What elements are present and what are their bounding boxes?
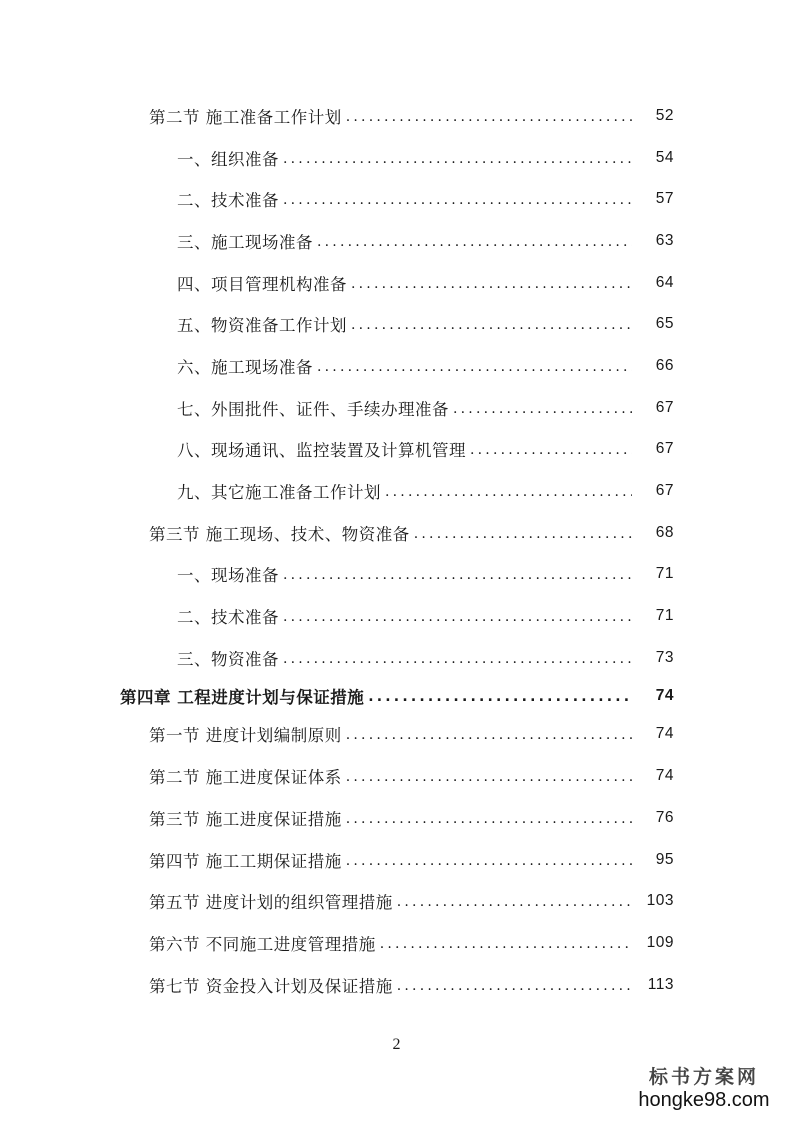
dot-leader xyxy=(346,109,632,125)
toc-entry-title: 第四章 工程进度计划与保证措施 xyxy=(120,688,365,708)
toc-entry-section[interactable] xyxy=(0,797,793,839)
toc-entry-title: 第三节 施工现场、技术、物资准备 xyxy=(149,524,410,544)
toc-entry-sub[interactable] xyxy=(0,387,793,429)
toc-entry-section[interactable] xyxy=(0,512,793,554)
toc-entry-page: 67 xyxy=(655,482,674,500)
toc-entry-page: 113 xyxy=(647,975,674,993)
toc-entry-page: 74 xyxy=(655,725,674,743)
toc-entry-sub[interactable] xyxy=(0,554,793,596)
dot-leader xyxy=(346,769,632,785)
toc-entry-title: 第一节 进度计划编制原则 xyxy=(149,726,342,746)
toc-entry-sub[interactable] xyxy=(0,220,793,262)
toc-entry-sub[interactable] xyxy=(0,303,793,345)
dot-leader xyxy=(414,526,632,542)
toc-entry-sub[interactable] xyxy=(0,470,793,512)
toc-entry-title: 三、施工现场准备 xyxy=(177,232,313,252)
toc-entry-page: 109 xyxy=(646,933,674,951)
dot-leader xyxy=(385,484,632,500)
watermark-cn-text: 标书方案网 xyxy=(648,1066,759,1088)
dot-leader xyxy=(283,651,632,667)
toc-entry-page: 103 xyxy=(646,892,674,910)
toc-entry-title: 四、项目管理机构准备 xyxy=(177,274,347,294)
toc-entry-page: 65 xyxy=(655,315,674,333)
toc-entry-page: 71 xyxy=(655,607,674,625)
toc-entry-title: 六、施工现场准备 xyxy=(177,357,313,377)
dot-leader xyxy=(397,978,632,994)
toc-entry-page: 74 xyxy=(655,687,674,705)
toc-entry-page: 63 xyxy=(655,231,674,249)
dot-leader xyxy=(380,936,632,952)
toc-entry-section[interactable] xyxy=(0,839,793,881)
toc-entry-title: 第五节 进度计划的组织管理措施 xyxy=(149,893,393,913)
dot-leader xyxy=(346,727,632,743)
toc-entry-page: 57 xyxy=(655,190,674,208)
toc-entry-title: 三、物资准备 xyxy=(177,649,279,669)
dot-leader xyxy=(351,317,632,333)
toc-entry-page: 76 xyxy=(655,808,674,826)
toc-entry-page: 95 xyxy=(655,850,674,868)
toc-entry-title: 第二节 施工准备工作计划 xyxy=(149,107,342,127)
page-number: 2 xyxy=(392,1036,401,1053)
dot-leader xyxy=(283,151,632,167)
toc-entry-page: 73 xyxy=(655,648,674,666)
toc-entry-sub[interactable] xyxy=(0,178,793,220)
toc-entry-section[interactable] xyxy=(0,95,793,137)
toc-entry-page: 71 xyxy=(655,565,674,583)
dot-leader xyxy=(283,567,632,583)
toc-entry-title: 第四节 施工工期保证措施 xyxy=(149,851,342,871)
toc-entry-page: 52 xyxy=(655,106,674,124)
toc-entry-title: 一、现场准备 xyxy=(177,566,279,586)
toc-entry-page: 66 xyxy=(655,356,674,374)
dot-leader xyxy=(346,811,632,827)
toc-entry-title: 八、现场通讯、监控装置及计算机管理 xyxy=(177,441,466,461)
dot-leader xyxy=(351,276,632,292)
dot-leader xyxy=(317,234,632,250)
toc-entry-title: 五、物资准备工作计划 xyxy=(177,316,347,336)
toc-entry-page: 64 xyxy=(655,273,674,291)
watermark-logo xyxy=(629,1066,779,1112)
toc-entry-section[interactable] xyxy=(0,964,793,1006)
dot-leader xyxy=(346,853,632,869)
dot-leader xyxy=(283,609,632,625)
toc-entry-page: 67 xyxy=(655,440,674,458)
toc-entry-page: 67 xyxy=(655,398,674,416)
toc-entry-section[interactable] xyxy=(0,755,793,797)
table-of-contents xyxy=(0,95,793,1005)
toc-entry-title: 第七节 资金投入计划及保证措施 xyxy=(149,976,393,996)
toc-entry-title: 第六节 不同施工进度管理措施 xyxy=(149,934,376,954)
dot-leader xyxy=(470,442,632,458)
toc-entry-title: 九、其它施工准备工作计划 xyxy=(177,483,381,503)
toc-entry-page: 54 xyxy=(655,148,674,166)
toc-entry-title: 一、组织准备 xyxy=(177,149,279,169)
dot-leader xyxy=(453,401,632,417)
watermark-en-text: hongke98.com xyxy=(638,1089,770,1111)
toc-entry-section[interactable] xyxy=(0,714,793,756)
toc-entry-title: 第二节 施工进度保证体系 xyxy=(149,768,342,788)
toc-entry-sub[interactable] xyxy=(0,345,793,387)
dot-leader xyxy=(317,359,632,375)
dot-leader xyxy=(397,894,632,910)
toc-entry-sub[interactable] xyxy=(0,595,793,637)
toc-entry-sub[interactable] xyxy=(0,429,793,471)
toc-entry-page: 74 xyxy=(655,767,674,785)
toc-entry-chapter[interactable] xyxy=(0,679,793,714)
toc-entry-title: 七、外围批件、证件、手续办理准备 xyxy=(177,399,449,419)
toc-entry-title: 第三节 施工进度保证措施 xyxy=(149,809,342,829)
toc-entry-sub[interactable] xyxy=(0,137,793,179)
dot-leader xyxy=(368,689,632,705)
toc-entry-sub[interactable] xyxy=(0,262,793,304)
toc-entry-page: 68 xyxy=(655,523,674,541)
toc-entry-sub[interactable] xyxy=(0,637,793,679)
toc-entry-title: 二、技术准备 xyxy=(177,608,279,628)
dot-leader xyxy=(283,192,632,208)
toc-entry-title: 二、技术准备 xyxy=(177,191,279,211)
toc-entry-section[interactable] xyxy=(0,880,793,922)
toc-entry-section[interactable] xyxy=(0,922,793,964)
